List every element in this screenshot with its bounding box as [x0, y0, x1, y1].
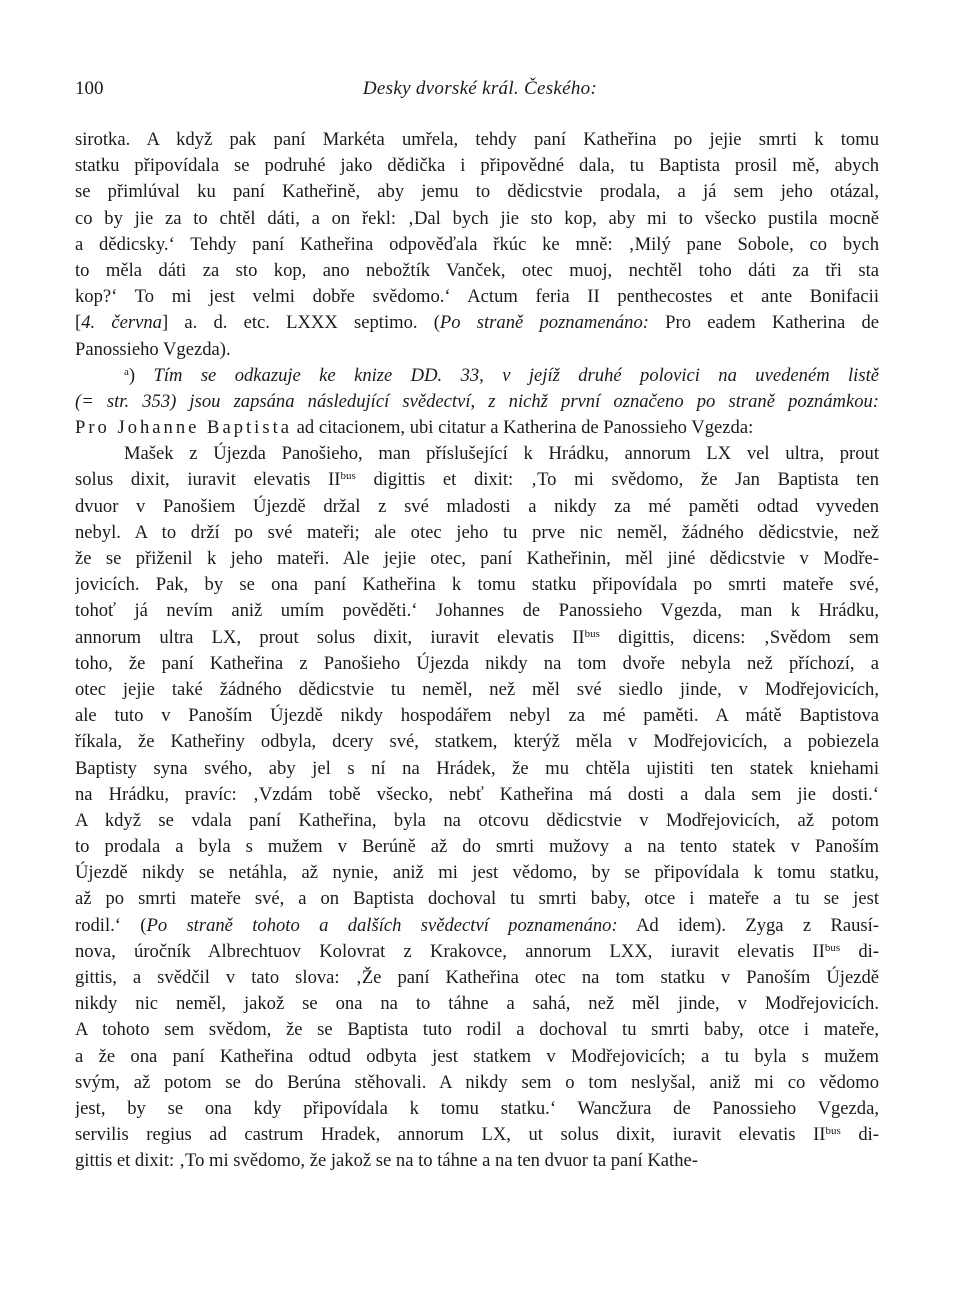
text-line: Panossieho Vgezda).: [75, 338, 231, 360]
text-line: kop?‘ To mi jest velmi dobře svědomo.‘ Actum feria II penthecostes et ante Bonifacii: [75, 286, 879, 308]
text-line: sirotka. A když pak paní Markéta umřela, tehdy paní Katheřina po jejie smrti k tomu: [75, 129, 879, 150]
text-line: Baptisty syna svého, aby jel s ní na Hrádek, že mu chtěla ujistiti ten statek kniehami: [75, 757, 879, 779]
text-line: nikdy nic neměl, jakož se ona na to táhne a sahá, než měl jinde, v Modřejovicích.: [75, 993, 879, 1015]
text-line: jest, by se ona kdy připovídala k tomu statku.‘ Wancžura de Panossieho Vgezda,: [75, 1097, 879, 1119]
text-line: jovicích. Pak, by se ona paní Katheřina k tomu statku připovídala po smrti mateře své,: [75, 574, 879, 596]
text-line: dvuor v Panošiem Újezdě držal z své mladosti a nikdy za mé paměti odtad vyveden: [75, 495, 879, 517]
text-line: svým, až potom se do Berúna stěhovali. A nikdy sem o tom neslyšal, aniž mi co vědomo: [75, 1071, 879, 1093]
text-line: otec jejie také žádného dědicstvie tu neměl, než měl své siedlo jinde, v Modřejovicích,: [75, 678, 879, 700]
text-line: a dědicsky.‘ Tehdy paní Katheřina odpověďala řkúc ke mně: ‚Milý pane Sobole, co bych: [75, 233, 879, 255]
text-line: statku připovídala se podruhé jako dědička i připovědné dala, tu Baptista prosil mě, abych: [75, 155, 879, 177]
text-line: nebyl. A to drží po své mateři; ale otec jeho tu prve nic neměl, žádného dědicstvie, než: [75, 521, 879, 543]
text-line: Pro Johanne Baptista ad citacionem, ubi citatur a Katherina de Panossieho Vgezda:: [75, 417, 754, 439]
body-text: [75, 127, 879, 1175]
text-line: (= str. 353) jsou zapsána následující svědectví, z nichž první označeno po straně poznámkou:: [75, 390, 879, 412]
text-line: A když se vdala paní Katheřina, byla na otcovu dědicstvie v Modřejovicích, až potom: [75, 809, 879, 831]
text-line: Újezdě nikdy se netáhla, až nynie, aniž mi jest vědomo, by se připovídala k tomu statku,: [75, 862, 879, 884]
text-line: toho, že paní Katheřina z Panošieho Újezda nikdy na tom dvoře nebyla než příchozí, a: [75, 652, 879, 674]
text-line: se přimlúval ku paní Katheřině, aby jemu to dědicstvie prodala, a já sem jeho otázal,: [75, 181, 879, 203]
text-line: annorum ultra LX, prout solus dixit, iuravit elevatis $II^{bus}$ digittis, dicens: ‚Svědom sem: [75, 626, 879, 648]
running-title: Desky dvorské král. Českého:: [362, 78, 598, 99]
page-number: 100: [75, 78, 104, 99]
text-line: gittis et dixit: ‚To mi svědomo, že jakož se na to táhne a na ten dvuor ta paní Kathe-: [75, 1150, 698, 1172]
text-line: to měla dáti za sto kop, ano nebožtík Vanček, otec muoj, nechtěl toho dáti za tři sta: [75, 259, 879, 281]
text-line: co by jie za to chtěl dáti, a on řekl: ‚Dal bych jie sto kop, aby mi to všecko pustila mocně: [75, 207, 879, 229]
text-line: rodil.‘ (Po straně tohoto a dalších svědectví poznamenáno: Ad idem). Zyga z Rausí-: [75, 914, 879, 936]
text-line: tohoť já nevím aniž umím pověděti.‘ Johannes de Panossieho Vgezda, man k Hrádku,: [75, 600, 879, 622]
text-line: gittis, a svědčil v tato slova: ‚Že paní Katheřina otec na tom statku v Panoším Újezdě: [75, 967, 879, 988]
text-line: solus dixit, iuravit elevatis $II^{bus}$ digittis et dixit: ‚To mi svědomo, že Jan Baptista ten: [75, 469, 879, 491]
text-line: A tohoto sem svědom, že se Baptista tuto rodil a dochoval tu smrti baby, otce i mateře,: [75, 1019, 879, 1041]
text-line: nova, úročník Albrechtuov Kolovrat z Krakovce, annorum LXX, iuravit elevatis $II^{bus}$ di-: [75, 940, 879, 962]
text-line: [4. června] a. d. etc. LXXX septimo. (Po straně poznamenáno: Pro eadem Katherina de: [75, 312, 879, 334]
page-header: [75, 76, 885, 102]
text-line: říkala, že Katheřiny odbyla, dcery své, statkem, kterýž měla v Modřejovicích, a pobiezela: [75, 731, 879, 753]
text-line: $^a$) Tím se odkazuje ke knize DD. 33, v jejíž druhé polovici na uvedeném listě: [124, 364, 879, 386]
text-line: ale tuto v Panoším Újezdě nikdy hospodářem nebyl za mé paměti. A mátě Baptistova: [75, 705, 879, 727]
text-line: na Hrádku, pravíc: ‚Vzdám tobě všecko, nebť Katheřina má dosti a dala sem jie dosti.‘: [75, 783, 879, 805]
text-line: servilis regius ad castrum Hradek, annorum LX, ut solus dixit, iuravit elevatis $II^{bus}$ di-: [75, 1124, 879, 1146]
text-line: že se přiženil k jeho mateři. Ale jejie otec, paní Katheřinin, měl jiné dědicstvie v Modře-: [75, 548, 879, 569]
text-line: Mašek z Újezda Panošieho, man příslušející k Hrádku, annorum LX vel ultra, prout: [124, 443, 879, 465]
text-line: až po smrti mateře své, a on Baptista dochoval tu smrti baby, otce i mateře a tu se jest: [75, 888, 879, 910]
text-line: to prodala a byla s mužem v Berúně až do smrti mužovy a na tento statek v Panoším: [75, 836, 879, 858]
text-line: a že ona paní Katheřina odtud odbyta jest statkem v Modřejovicích; a tu byla s mužem: [75, 1045, 879, 1067]
